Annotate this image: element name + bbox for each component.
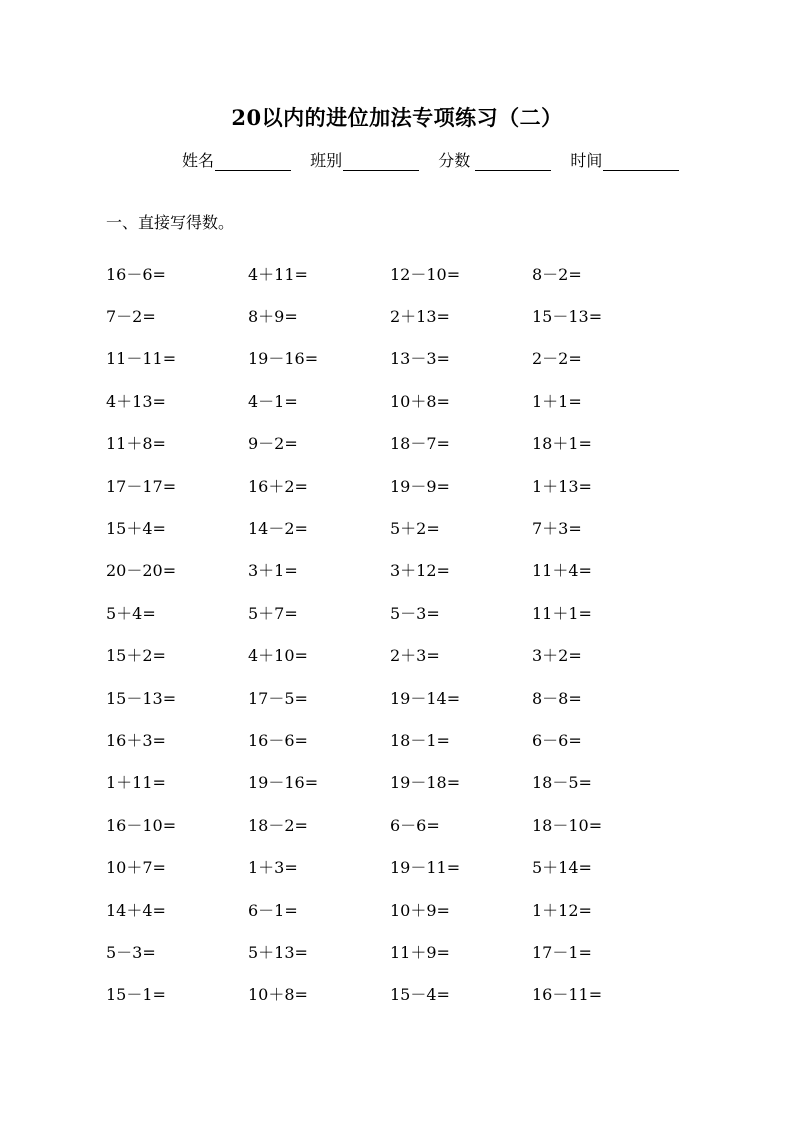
- problem-item: 15－1=: [106, 985, 166, 1005]
- problem-item: 1＋12=: [532, 900, 592, 920]
- problem-item: 10＋8=: [248, 985, 308, 1005]
- problem-item: 1＋3=: [248, 858, 298, 878]
- problem-item: 14＋4=: [106, 900, 166, 920]
- problem-item: 19－16=: [248, 349, 319, 369]
- problem-item: 18－7=: [390, 434, 450, 454]
- problem-row: [106, 761, 706, 803]
- problem-item: 4＋11=: [248, 264, 308, 284]
- problem-row: [106, 634, 706, 676]
- problem-item: 19－18=: [390, 773, 461, 793]
- problem-item: 11－11=: [106, 349, 177, 369]
- problem-item: 10＋9=: [390, 900, 450, 920]
- problem-item: 7－2=: [106, 307, 156, 327]
- problem-item: 18－10=: [532, 815, 603, 835]
- problem-row: [106, 422, 706, 464]
- problem-item: 4＋10=: [248, 646, 308, 666]
- problem-item: 17－5=: [248, 688, 308, 708]
- problem-item: 16－10=: [106, 815, 177, 835]
- problem-item: 11＋4=: [532, 561, 592, 581]
- name-label: 姓名: [182, 151, 215, 170]
- problem-item: 5＋4=: [106, 603, 156, 623]
- problem-item: 7＋3=: [532, 519, 582, 539]
- problem-item: 10＋8=: [390, 391, 450, 411]
- problem-item: 8－8=: [532, 688, 582, 708]
- problem-item: 4－1=: [248, 391, 298, 411]
- problem-item: 15＋2=: [106, 646, 166, 666]
- problem-item: 17－1=: [532, 942, 592, 962]
- problem-item: 19－16=: [248, 773, 319, 793]
- problem-item: 4＋13=: [106, 391, 166, 411]
- problem-item: 8＋9=: [248, 307, 298, 327]
- score-label: 分数: [438, 151, 471, 170]
- student-info-row: [182, 148, 693, 171]
- section-heading: 一、直接写得数。: [106, 213, 235, 232]
- class-blank[interactable]: [343, 154, 419, 171]
- problem-item: 10＋7=: [106, 858, 166, 878]
- problem-item: 15－13=: [532, 307, 603, 327]
- problem-item: 16＋3=: [106, 730, 166, 750]
- problem-item: 14－2=: [248, 519, 308, 539]
- problem-item: 19－11=: [390, 858, 461, 878]
- problem-item: 16－6=: [248, 730, 308, 750]
- problem-row: [106, 464, 706, 506]
- time-blank[interactable]: [603, 154, 679, 171]
- class-field[interactable]: [310, 148, 419, 171]
- problem-item: 11＋9=: [390, 942, 450, 962]
- name-field[interactable]: [182, 148, 291, 171]
- problem-item: 5－3=: [106, 942, 156, 962]
- problem-item: 15＋4=: [106, 519, 166, 539]
- problem-item: 20－20=: [106, 561, 177, 581]
- problem-item: 1＋11=: [106, 773, 166, 793]
- problem-item: 3＋1=: [248, 561, 298, 581]
- problem-item: 18－5=: [532, 773, 592, 793]
- problem-item: 2－2=: [532, 349, 582, 369]
- problem-row: [106, 888, 706, 930]
- problem-item: 18＋1=: [532, 434, 592, 454]
- problem-row: [106, 676, 706, 718]
- problem-item: 18－2=: [248, 815, 308, 835]
- problem-item: 16－11=: [532, 985, 603, 1005]
- problem-item: 9－2=: [248, 434, 298, 454]
- problem-item: 15－13=: [106, 688, 177, 708]
- problem-item: 11＋1=: [532, 603, 592, 623]
- problem-item: 5＋13=: [248, 942, 308, 962]
- problem-row: [106, 803, 706, 845]
- problem-item: 19－14=: [390, 688, 461, 708]
- problem-item: 3＋12=: [390, 561, 450, 581]
- time-field[interactable]: [570, 148, 679, 171]
- problem-row: [106, 337, 706, 379]
- problem-item: 6－6=: [390, 815, 440, 835]
- problem-grid: [106, 252, 706, 1015]
- problem-item: 2＋3=: [390, 646, 440, 666]
- problem-item: 5＋2=: [390, 519, 440, 539]
- problem-item: 13－3=: [390, 349, 450, 369]
- problem-item: 16＋2=: [248, 476, 308, 496]
- problem-item: 5＋14=: [532, 858, 592, 878]
- problem-item: 8－2=: [532, 264, 582, 284]
- problem-row: [106, 930, 706, 972]
- problem-item: 6－6=: [532, 730, 582, 750]
- problem-item: 5＋7=: [248, 603, 298, 623]
- problem-row: [106, 718, 706, 760]
- problem-item: 5－3=: [390, 603, 440, 623]
- class-label: 班别: [310, 151, 343, 170]
- problem-item: 3＋2=: [532, 646, 582, 666]
- problem-item: 18－1=: [390, 730, 450, 750]
- score-blank[interactable]: [475, 154, 551, 171]
- problem-row: [106, 549, 706, 591]
- problem-item: 17－17=: [106, 476, 177, 496]
- problem-row: [106, 845, 706, 887]
- problem-item: 6－1=: [248, 900, 298, 920]
- problem-item: 1＋13=: [532, 476, 592, 496]
- problem-item: 11＋8=: [106, 434, 166, 454]
- problem-row: [106, 591, 706, 633]
- problem-item: 12－10=: [390, 264, 461, 284]
- problem-row: [106, 252, 706, 294]
- problem-item: 2＋13=: [390, 307, 450, 327]
- score-field[interactable]: [438, 148, 551, 171]
- problem-item: 15－4=: [390, 985, 450, 1005]
- problem-row: [106, 506, 706, 548]
- name-blank[interactable]: [215, 154, 291, 171]
- worksheet-title: 20以内的进位加法专项练习（二）: [231, 105, 563, 130]
- time-label: 时间: [570, 151, 603, 170]
- problem-row: [106, 294, 706, 336]
- problem-item: 1＋1=: [532, 391, 582, 411]
- problem-row: [106, 379, 706, 421]
- problem-row: [106, 973, 706, 1015]
- problem-item: 19－9=: [390, 476, 450, 496]
- problem-item: 16－6=: [106, 264, 166, 284]
